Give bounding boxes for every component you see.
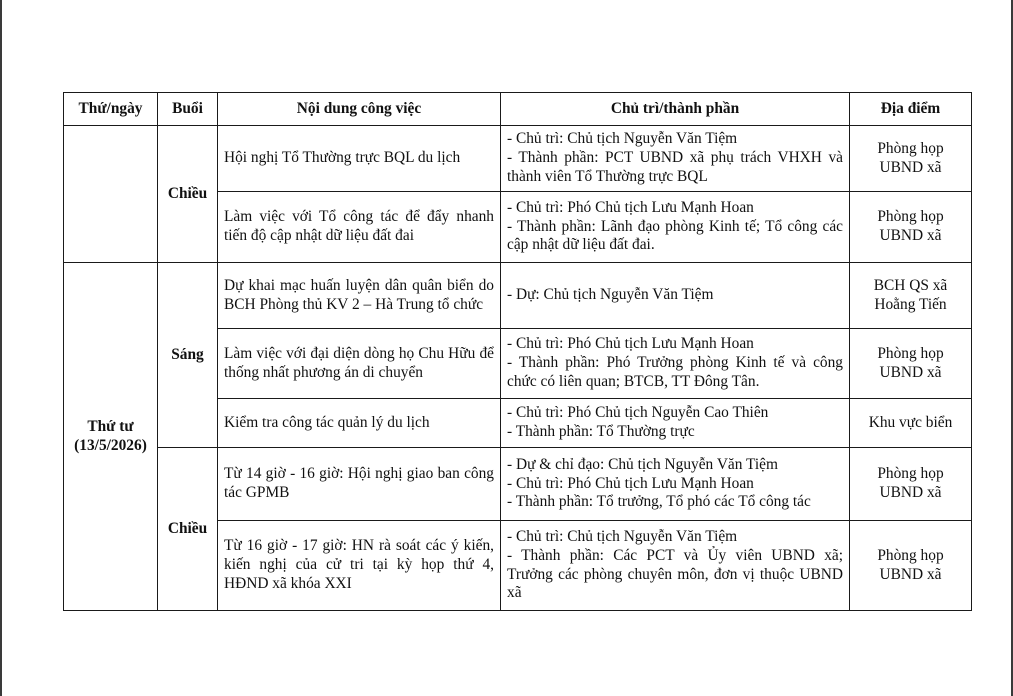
host-cell [501, 329, 850, 399]
place-cell: Phòng họp UBND xã [850, 448, 972, 521]
host-line: - Thành phần: Phó Trưởng phòng Kinh tế và công chức có liên quan; BTCB, TT Đông Tân. [507, 354, 843, 390]
host-line: - Dự & chỉ đạo: Chủ tịch Nguyễn Văn Tiệm [507, 455, 778, 473]
session-cell: Chiều [158, 126, 218, 263]
content-cell: Kiểm tra công tác quản lý du lịch [218, 399, 501, 448]
host-line: - Dự: Chủ tịch Nguyễn Văn Tiệm [507, 286, 714, 304]
content-cell: Từ 14 giờ - 16 giờ: Hội nghị giao ban công tác GPMB [218, 448, 501, 521]
content-cell: Từ 16 giờ - 17 giờ: HN rà soát các ý kiến, kiến nghị của cử tri tại kỳ họp thứ 4, HĐND xã khóa XXI [218, 521, 501, 611]
host-line: - Thành phần: Lãnh đạo phòng Kinh tế; Tổ công các cập nhật dữ liệu đất đai. [507, 217, 843, 254]
host-line: - Chủ trì: Phó Chủ tịch Lưu Mạnh Hoan [507, 198, 754, 216]
header-session: Buổi [158, 93, 218, 126]
host-line: - Thành phần: PCT UBND xã phụ trách VHXH và thành viên Tổ Thường trực BQL [507, 149, 843, 185]
header-row [64, 93, 972, 126]
host-line: - Chủ trì: Phó Chủ tịch Lưu Mạnh Hoan [507, 474, 754, 492]
place-cell: BCH QS xã Hoằng Tiến [850, 263, 972, 329]
header-day: Thứ/ngày [64, 93, 158, 126]
host-cell [501, 192, 850, 263]
content-cell: Làm việc với Tổ công tác để đẩy nhanh tiến độ cập nhật dữ liệu đất đai [218, 192, 501, 263]
day-date: (13/5/2026) [74, 436, 147, 454]
host-line: - Thành phần: Các PCT và Ủy viên UBND xã; Trưởng các phòng chuyên môn, đơn vị thuộc UBND xã [507, 546, 843, 602]
day-cell [64, 263, 158, 611]
host-cell [501, 399, 850, 448]
host-line: - Thành phần: Tổ Thường trực [507, 423, 695, 440]
table-row [64, 448, 972, 521]
place-cell: Phòng họp UBND xã [850, 329, 972, 399]
host-cell [501, 263, 850, 329]
table-row [64, 263, 972, 329]
host-line: - Chủ trì: Chủ tịch Nguyễn Văn Tiệm [507, 130, 738, 148]
host-line: - Chủ trì: Phó Chủ tịch Lưu Mạnh Hoan [507, 335, 754, 353]
place-cell: Phòng họp UBND xã [850, 192, 972, 263]
place-cell: Phòng họp UBND xã [850, 521, 972, 611]
host-line: - Chủ trì: Phó Chủ tịch Nguyễn Cao Thiên [507, 404, 769, 422]
host-line: - Thành phần: Tổ trưởng, Tổ phó các Tổ công tác [507, 493, 811, 511]
page-left-edge [0, 0, 2, 696]
schedule-table [63, 92, 972, 611]
content-cell: Dự khai mạc huấn luyện dân quân biển do BCH Phòng thủ KV 2 – Hà Trung tổ chức [218, 263, 501, 329]
day-cell-previous [64, 126, 158, 263]
host-cell [501, 521, 850, 611]
table-row [64, 126, 972, 192]
host-line: - Chủ trì: Chủ tịch Nguyễn Văn Tiệm [507, 527, 738, 545]
header-content: Nội dung công việc [218, 93, 501, 126]
host-cell [501, 448, 850, 521]
content-cell: Hội nghị Tổ Thường trực BQL du lịch [218, 126, 501, 192]
day-name: Thứ tư [87, 417, 134, 435]
header-host: Chủ trì/thành phần [501, 93, 850, 126]
place-cell: Phòng họp UBND xã [850, 126, 972, 192]
place-cell: Khu vực biển [850, 399, 972, 448]
header-place: Địa điểm [850, 93, 972, 126]
session-cell: Chiều [158, 448, 218, 611]
session-cell: Sáng [158, 263, 218, 448]
content-cell: Làm việc với đại diện dòng họ Chu Hữu để thống nhất phương án di chuyển [218, 329, 501, 399]
host-cell [501, 126, 850, 192]
